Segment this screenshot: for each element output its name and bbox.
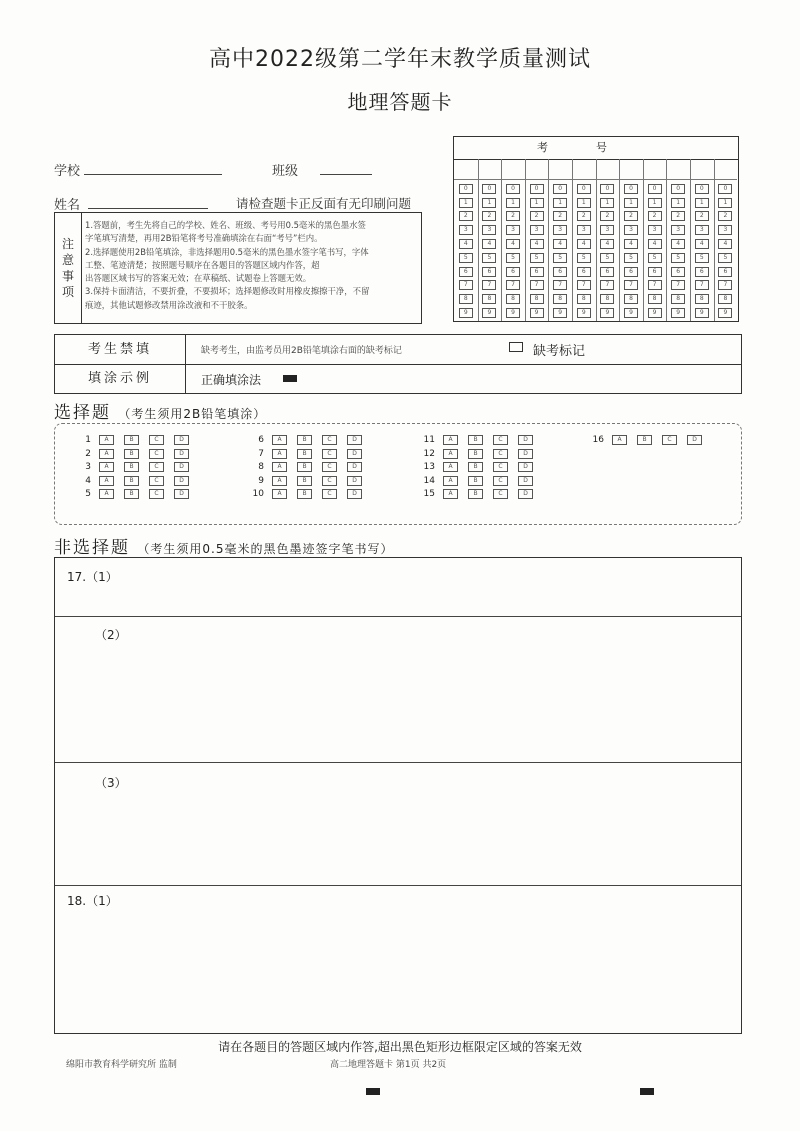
exam-number-write-cell[interactable] xyxy=(643,159,667,180)
exam-digit-bubble[interactable]: 8 xyxy=(671,294,685,304)
exam-digit-bubble[interactable]: 3 xyxy=(506,225,520,235)
exam-digit-bubble[interactable]: 1 xyxy=(648,198,662,208)
option-bubble-a[interactable]: A xyxy=(272,489,287,499)
exam-number-column xyxy=(690,159,715,321)
exam-digit-bubble[interactable]: 2 xyxy=(718,211,732,221)
option-bubble-b[interactable]: B xyxy=(468,489,483,499)
choice-question xyxy=(250,461,372,473)
exam-digit-bubble[interactable]: 6 xyxy=(600,267,614,277)
exam-digit-bubble[interactable]: 0 xyxy=(695,184,709,194)
exam-digit-bubble[interactable]: 1 xyxy=(577,198,591,208)
exam-digit-bubble[interactable]: 6 xyxy=(718,267,732,277)
exam-digit-bubble[interactable]: 7 xyxy=(577,280,591,290)
exam-digit-bubble[interactable]: 7 xyxy=(648,280,662,290)
no-fill-label: 考生禁填 xyxy=(55,335,186,364)
exam-digit-bubble[interactable]: 1 xyxy=(482,198,496,208)
nonchoice-section-title xyxy=(54,533,394,558)
exam-digit-bubble[interactable]: 7 xyxy=(530,280,544,290)
option-bubble-c[interactable]: C xyxy=(149,462,164,472)
exam-digit-bubble[interactable]: 2 xyxy=(577,211,591,221)
exam-digit-bubble[interactable]: 6 xyxy=(695,267,709,277)
name-field[interactable] xyxy=(88,208,208,209)
exam-number-write-cell[interactable] xyxy=(666,159,690,180)
exam-digit-bubble[interactable]: 7 xyxy=(718,280,732,290)
option-bubble-b[interactable]: B xyxy=(468,462,483,472)
exam-number-column xyxy=(525,159,550,321)
exam-digit-bubble[interactable]: 9 xyxy=(577,308,591,318)
exam-number-header: 考号 xyxy=(454,137,738,160)
option-bubble-a[interactable]: A xyxy=(99,489,114,499)
question-number: 16 xyxy=(592,435,604,445)
exam-number-column xyxy=(666,159,691,321)
exam-digit-bubble[interactable]: 6 xyxy=(506,267,520,277)
school-field[interactable] xyxy=(84,174,222,175)
exam-digit-bubble[interactable]: 5 xyxy=(695,253,709,263)
exam-digit-bubble[interactable]: 1 xyxy=(624,198,638,208)
print-check-note: 请检查题卡正反面有无印刷问题 xyxy=(236,196,412,211)
exam-digit-bubble[interactable]: 8 xyxy=(718,294,732,304)
exam-digit-bubble[interactable]: 8 xyxy=(506,294,520,304)
class-field[interactable] xyxy=(320,174,372,175)
absent-instruction: 缺考考生，由监考员用2B铅笔填涂右面的缺考标记 xyxy=(201,346,402,356)
question-number: 14 xyxy=(423,475,435,486)
option-bubble-c[interactable]: C xyxy=(322,435,337,445)
exam-digit-bubble[interactable]: 0 xyxy=(577,184,591,194)
exam-number-write-cell[interactable] xyxy=(501,159,525,180)
question-number: 1 xyxy=(85,435,91,445)
exam-digit-bubble[interactable]: 8 xyxy=(530,294,544,304)
option-bubble-a[interactable]: A xyxy=(443,449,458,459)
exam-digit-bubble[interactable]: 2 xyxy=(506,211,520,221)
exam-number-write-cell[interactable] xyxy=(714,159,738,180)
exam-number-write-cell[interactable] xyxy=(596,159,620,180)
option-bubble-b[interactable]: B xyxy=(297,462,312,472)
exam-digit-bubble[interactable]: 8 xyxy=(648,294,662,304)
option-bubble-c[interactable]: C xyxy=(322,462,337,472)
choice-question xyxy=(250,488,372,500)
exam-digit-bubble[interactable]: 9 xyxy=(506,308,520,318)
filled-example-mark xyxy=(283,375,297,382)
option-bubble-b[interactable]: B xyxy=(637,435,652,445)
exam-number-write-cell[interactable] xyxy=(548,159,572,180)
question-number: 9 xyxy=(258,475,264,486)
exam-digit-bubble[interactable]: 1 xyxy=(600,198,614,208)
option-bubble-a[interactable]: A xyxy=(99,476,114,486)
exam-digit-bubble[interactable]: 5 xyxy=(718,253,732,263)
exam-digit-bubble[interactable]: 7 xyxy=(506,280,520,290)
exam-digit-bubble[interactable]: 8 xyxy=(577,294,591,304)
notice-box xyxy=(54,212,422,324)
exam-digit-bubble[interactable]: 8 xyxy=(482,294,496,304)
exam-digit-bubble[interactable]: 8 xyxy=(695,294,709,304)
exam-digit-bubble[interactable]: 4 xyxy=(671,239,685,249)
school-label-text: 学校 xyxy=(54,164,81,179)
choice-question xyxy=(590,434,712,446)
exam-digit-bubble[interactable]: 0 xyxy=(624,184,638,194)
choice-question xyxy=(77,448,199,460)
exam-number-column xyxy=(501,159,526,321)
exam-number-column xyxy=(548,159,573,321)
exam-digit-bubble[interactable]: 3 xyxy=(648,225,662,235)
choice-question xyxy=(250,448,372,460)
q17-3-label: （3） xyxy=(95,776,127,790)
exam-digit-bubble[interactable]: 3 xyxy=(600,225,614,235)
exam-digit-bubble[interactable]: 9 xyxy=(718,308,732,318)
nonchoice-note: （考生须用0.5毫米的黑色墨迹签字笔书写） xyxy=(137,542,394,556)
exam-digit-bubble[interactable]: 2 xyxy=(648,211,662,221)
notice-char: 项 xyxy=(61,285,74,299)
name-label xyxy=(54,194,208,213)
exam-digit-bubble[interactable]: 4 xyxy=(600,239,614,249)
exam-digit-bubble[interactable]: 6 xyxy=(648,267,662,277)
exam-number-column xyxy=(572,159,597,321)
exam-digit-bubble[interactable]: 9 xyxy=(648,308,662,318)
answer-divider xyxy=(55,762,741,763)
option-bubble-d[interactable]: D xyxy=(174,489,189,499)
exam-digit-bubble[interactable]: 5 xyxy=(482,253,496,263)
option-bubble-a[interactable]: A xyxy=(272,449,287,459)
exam-digit-bubble[interactable]: 7 xyxy=(600,280,614,290)
exam-number-column xyxy=(643,159,668,321)
option-bubble-b[interactable]: B xyxy=(124,449,139,459)
option-bubble-d[interactable]: D xyxy=(518,489,533,499)
exam-digit-bubble[interactable]: 9 xyxy=(695,308,709,318)
question-number: 8 xyxy=(258,462,264,473)
exam-digit-bubble[interactable]: 5 xyxy=(671,253,685,263)
choice-question xyxy=(421,488,543,500)
exam-digit-bubble[interactable]: 4 xyxy=(459,239,473,249)
exam-digit-bubble[interactable]: 4 xyxy=(695,239,709,249)
exam-digit-bubble[interactable]: 6 xyxy=(482,267,496,277)
option-bubble-a[interactable]: A xyxy=(443,462,458,472)
option-bubble-b[interactable]: B xyxy=(297,476,312,486)
option-bubble-c[interactable]: C xyxy=(662,435,677,445)
option-bubble-a[interactable]: A xyxy=(443,489,458,499)
question-number: 15 xyxy=(423,489,435,500)
option-bubble-b[interactable]: B xyxy=(124,476,139,486)
issuer-text: 绵阳市教育科学研究所 监制 xyxy=(66,1060,177,1070)
alignment-mark xyxy=(640,1088,654,1095)
option-bubble-c[interactable]: C xyxy=(149,435,164,445)
option-bubble-b[interactable]: B xyxy=(124,489,139,499)
option-bubble-a[interactable]: A xyxy=(443,435,458,445)
option-bubble-a[interactable]: A xyxy=(99,449,114,459)
exam-digit-bubble[interactable]: 1 xyxy=(530,198,544,208)
exam-digit-bubble[interactable]: 0 xyxy=(718,184,732,194)
exam-digit-bubble[interactable]: 9 xyxy=(553,308,567,318)
exam-digit-bubble[interactable]: 6 xyxy=(577,267,591,277)
notice-char: 事 xyxy=(61,269,74,283)
exam-digit-bubble[interactable]: 2 xyxy=(671,211,685,221)
q17-1-label: 17.（1） xyxy=(67,570,118,584)
exam-digit-bubble[interactable]: 3 xyxy=(695,225,709,235)
exam-number-column xyxy=(714,159,738,321)
exam-digit-bubble[interactable]: 0 xyxy=(506,184,520,194)
exam-number-column xyxy=(619,159,644,321)
option-bubble-a[interactable]: A xyxy=(443,476,458,486)
name-label-text: 姓名 xyxy=(54,198,81,213)
exam-digit-bubble[interactable]: 9 xyxy=(482,308,496,318)
option-bubble-d[interactable]: D xyxy=(174,435,189,445)
answer-divider xyxy=(55,616,741,617)
exam-digit-bubble[interactable]: 6 xyxy=(624,267,638,277)
exam-digit-bubble[interactable]: 3 xyxy=(459,225,473,235)
exam-digit-bubble[interactable]: 5 xyxy=(459,253,473,263)
choice-question xyxy=(421,448,543,460)
option-bubble-d[interactable]: D xyxy=(347,449,362,459)
fill-example-label: 填涂示例 xyxy=(55,364,186,393)
exam-digit-bubble[interactable]: 5 xyxy=(624,253,638,263)
option-bubble-a[interactable]: A xyxy=(272,462,287,472)
exam-digit-bubble[interactable]: 7 xyxy=(695,280,709,290)
option-bubble-d[interactable]: D xyxy=(347,462,362,472)
answer-area-warning: 请在各题目的答题区域内作答,超出黑色矩形边框限定区域的答案无效 xyxy=(218,1040,582,1054)
choice-section-title xyxy=(54,398,266,423)
exam-digit-bubble[interactable]: 4 xyxy=(648,239,662,249)
exam-digit-bubble[interactable]: 2 xyxy=(695,211,709,221)
exam-number-write-cell[interactable] xyxy=(478,159,502,180)
exam-digit-bubble[interactable]: 3 xyxy=(718,225,732,235)
exam-digit-bubble[interactable]: 3 xyxy=(530,225,544,235)
choice-note: （考生须用2B铅笔填涂） xyxy=(118,407,267,421)
choice-question xyxy=(250,475,372,487)
exam-digit-bubble[interactable]: 4 xyxy=(718,239,732,249)
exam-digit-bubble[interactable]: 4 xyxy=(624,239,638,249)
exam-digit-bubble[interactable]: 6 xyxy=(459,267,473,277)
notice-side-label xyxy=(55,213,82,323)
exam-digit-bubble[interactable]: 1 xyxy=(718,198,732,208)
choice-question xyxy=(77,461,199,473)
exam-digit-bubble[interactable]: 1 xyxy=(695,198,709,208)
exam-digit-bubble[interactable]: 6 xyxy=(530,267,544,277)
exam-digit-bubble[interactable]: 2 xyxy=(482,211,496,221)
exam-number-write-cell[interactable] xyxy=(454,159,478,180)
exam-digit-bubble[interactable]: 0 xyxy=(459,184,473,194)
exam-digit-bubble[interactable]: 3 xyxy=(624,225,638,235)
school-label xyxy=(54,160,222,179)
exam-digit-bubble[interactable]: 8 xyxy=(459,294,473,304)
exam-digit-bubble[interactable]: 7 xyxy=(482,280,496,290)
exam-digit-bubble[interactable]: 7 xyxy=(671,280,685,290)
exam-number-write-cell[interactable] xyxy=(619,159,643,180)
option-bubble-c[interactable]: C xyxy=(149,489,164,499)
exam-number-write-cell[interactable] xyxy=(572,159,596,180)
option-bubble-d[interactable]: D xyxy=(174,449,189,459)
question-number: 6 xyxy=(258,435,264,445)
choice-question xyxy=(421,475,543,487)
exam-digit-bubble[interactable]: 1 xyxy=(459,198,473,208)
exam-digit-bubble[interactable]: 8 xyxy=(553,294,567,304)
option-bubble-c[interactable]: C xyxy=(322,489,337,499)
question-number: 13 xyxy=(423,462,435,473)
class-label xyxy=(272,160,372,179)
notice-text: 1.答题前，考生先将自己的学校、姓名、班级、考号用0.5毫米的黑色墨水签 字笔填写清楚，再用2B铅笔将考号准确填涂在右面“考号”栏内。 2.选择题使用2B铅笔填涂，非选择题用0.5毫米的黑色墨水签字笔书写，字体 工整、笔迹清楚；按照题号顺序在各题目的答题区域内作答，超 出答题区域书写的答案无效；在草稿纸、试题卷上答题无效。 3.保持卡面清洁，不要折叠，不要损坏；选择题修改时用橡皮擦擦干净，不留 痕迹，其他试题修改禁用涂改液和不干胶条。 xyxy=(85,220,370,310)
exam-digit-bubble[interactable]: 5 xyxy=(577,253,591,263)
option-bubble-b[interactable]: B xyxy=(124,435,139,445)
option-bubble-a[interactable]: A xyxy=(272,435,287,445)
q18-1-label: 18.（1） xyxy=(67,894,118,908)
exam-digit-bubble[interactable]: 6 xyxy=(553,267,567,277)
nonchoice-answer-area[interactable] xyxy=(54,557,742,1034)
exam-digit-bubble[interactable]: 4 xyxy=(482,239,496,249)
option-bubble-a[interactable]: A xyxy=(612,435,627,445)
option-bubble-c[interactable]: C xyxy=(149,449,164,459)
absent-mark-label: 缺考标记 xyxy=(533,344,586,359)
page-indicator: 高二地理答题卡 第1页 共2页 xyxy=(330,1060,447,1070)
choice-question xyxy=(421,461,543,473)
option-bubble-d[interactable]: D xyxy=(347,476,362,486)
exam-digit-bubble[interactable]: 8 xyxy=(624,294,638,304)
option-bubble-c[interactable]: C xyxy=(322,449,337,459)
exam-digit-bubble[interactable]: 7 xyxy=(459,280,473,290)
question-number: 3 xyxy=(85,462,91,473)
option-bubble-c[interactable]: C xyxy=(493,449,508,459)
option-bubble-c[interactable]: C xyxy=(149,476,164,486)
choice-question xyxy=(77,475,199,487)
exam-digit-bubble[interactable]: 0 xyxy=(671,184,685,194)
exam-digit-bubble[interactable]: 0 xyxy=(600,184,614,194)
exam-digit-bubble[interactable]: 0 xyxy=(530,184,544,194)
option-bubble-a[interactable]: A xyxy=(99,435,114,445)
question-number: 7 xyxy=(258,448,264,459)
exam-digit-bubble[interactable]: 4 xyxy=(577,239,591,249)
choice-question xyxy=(250,434,372,446)
exam-digit-bubble[interactable]: 5 xyxy=(506,253,520,263)
option-bubble-c[interactable]: C xyxy=(493,476,508,486)
absent-mark-box[interactable] xyxy=(509,342,523,352)
question-number: 12 xyxy=(423,448,435,459)
option-bubble-a[interactable]: A xyxy=(272,476,287,486)
notice-char: 意 xyxy=(61,253,74,267)
question-number: 4 xyxy=(85,475,91,486)
option-bubble-c[interactable]: C xyxy=(493,462,508,472)
option-bubble-d[interactable]: D xyxy=(518,462,533,472)
option-bubble-b[interactable]: B xyxy=(124,462,139,472)
option-bubble-b[interactable]: B xyxy=(297,435,312,445)
question-number: 2 xyxy=(85,448,91,459)
option-bubble-d[interactable]: D xyxy=(347,435,362,445)
option-bubble-d[interactable]: D xyxy=(518,476,533,486)
option-bubble-d[interactable]: D xyxy=(518,435,533,445)
exam-digit-bubble[interactable]: 4 xyxy=(530,239,544,249)
exam-digit-bubble[interactable]: 9 xyxy=(600,308,614,318)
class-label-text: 班级 xyxy=(272,164,299,179)
exam-digit-bubble[interactable]: 9 xyxy=(671,308,685,318)
exam-digit-bubble[interactable]: 1 xyxy=(506,198,520,208)
question-number: 10 xyxy=(252,489,264,500)
exam-digit-bubble[interactable]: 2 xyxy=(600,211,614,221)
option-bubble-d[interactable]: D xyxy=(518,449,533,459)
question-number: 5 xyxy=(85,489,91,500)
exam-digit-bubble[interactable]: 4 xyxy=(506,239,520,249)
exam-digit-bubble[interactable]: 5 xyxy=(530,253,544,263)
choice-answer-box xyxy=(54,423,742,525)
exam-digit-bubble[interactable]: 7 xyxy=(553,280,567,290)
exam-title: 高中2022级第二学年末教学质量测试 xyxy=(209,47,591,72)
choice-question xyxy=(77,488,199,500)
exam-digit-bubble[interactable]: 9 xyxy=(624,308,638,318)
correct-fill-label: 正确填涂法 xyxy=(201,373,262,387)
exam-digit-bubble[interactable]: 6 xyxy=(671,267,685,277)
exam-digit-bubble[interactable]: 5 xyxy=(600,253,614,263)
option-bubble-b[interactable]: B xyxy=(297,489,312,499)
exam-number-grid xyxy=(453,136,739,322)
choice-title-text: 选择题 xyxy=(54,403,111,423)
exam-digit-bubble[interactable]: 0 xyxy=(553,184,567,194)
q17-2-label: （2） xyxy=(95,628,127,642)
exam-digit-bubble[interactable]: 3 xyxy=(553,225,567,235)
exam-digit-bubble[interactable]: 9 xyxy=(459,308,473,318)
exam-digit-bubble[interactable]: 3 xyxy=(482,225,496,235)
exam-number-write-cell[interactable] xyxy=(525,159,549,180)
exam-digit-bubble[interactable]: 3 xyxy=(671,225,685,235)
answer-divider xyxy=(55,885,741,886)
option-bubble-a[interactable]: A xyxy=(99,462,114,472)
subject-title: 地理答题卡 xyxy=(347,90,453,114)
exam-digit-bubble[interactable]: 0 xyxy=(648,184,662,194)
exam-digit-bubble[interactable]: 9 xyxy=(530,308,544,318)
exam-digit-bubble[interactable]: 3 xyxy=(577,225,591,235)
exam-number-write-cell[interactable] xyxy=(690,159,714,180)
option-bubble-b[interactable]: B xyxy=(468,435,483,445)
option-bubble-d[interactable]: D xyxy=(174,476,189,486)
nonchoice-title-text: 非选择题 xyxy=(54,538,130,558)
exam-digit-bubble[interactable]: 1 xyxy=(553,198,567,208)
choice-question xyxy=(77,434,199,446)
option-bubble-c[interactable]: C xyxy=(493,435,508,445)
option-bubble-d[interactable]: D xyxy=(347,489,362,499)
exam-digit-bubble[interactable]: 2 xyxy=(530,211,544,221)
option-bubble-d[interactable]: D xyxy=(687,435,702,445)
exam-digit-bubble[interactable]: 2 xyxy=(553,211,567,221)
exam-digit-bubble[interactable]: 2 xyxy=(624,211,638,221)
exam-number-column xyxy=(454,159,479,321)
notice-char: 注 xyxy=(61,237,74,251)
question-number: 11 xyxy=(423,435,435,445)
exam-digit-bubble[interactable]: 8 xyxy=(600,294,614,304)
exam-digit-bubble[interactable]: 1 xyxy=(671,198,685,208)
option-bubble-c[interactable]: C xyxy=(493,489,508,499)
choice-question xyxy=(421,434,543,446)
alignment-mark xyxy=(366,1088,380,1095)
exam-digit-bubble[interactable]: 4 xyxy=(553,239,567,249)
exam-number-column xyxy=(478,159,503,321)
exam-digit-bubble[interactable]: 0 xyxy=(482,184,496,194)
exam-digit-bubble[interactable]: 5 xyxy=(648,253,662,263)
exam-digit-bubble[interactable]: 5 xyxy=(553,253,567,263)
exam-digit-bubble[interactable]: 7 xyxy=(624,280,638,290)
option-bubble-c[interactable]: C xyxy=(322,476,337,486)
exam-digit-bubble[interactable]: 2 xyxy=(459,211,473,221)
option-bubble-b[interactable]: B xyxy=(297,449,312,459)
exam-number-column xyxy=(596,159,621,321)
option-bubble-b[interactable]: B xyxy=(468,449,483,459)
option-bubble-b[interactable]: B xyxy=(468,476,483,486)
option-bubble-d[interactable]: D xyxy=(174,462,189,472)
exam-status-box xyxy=(54,334,742,394)
